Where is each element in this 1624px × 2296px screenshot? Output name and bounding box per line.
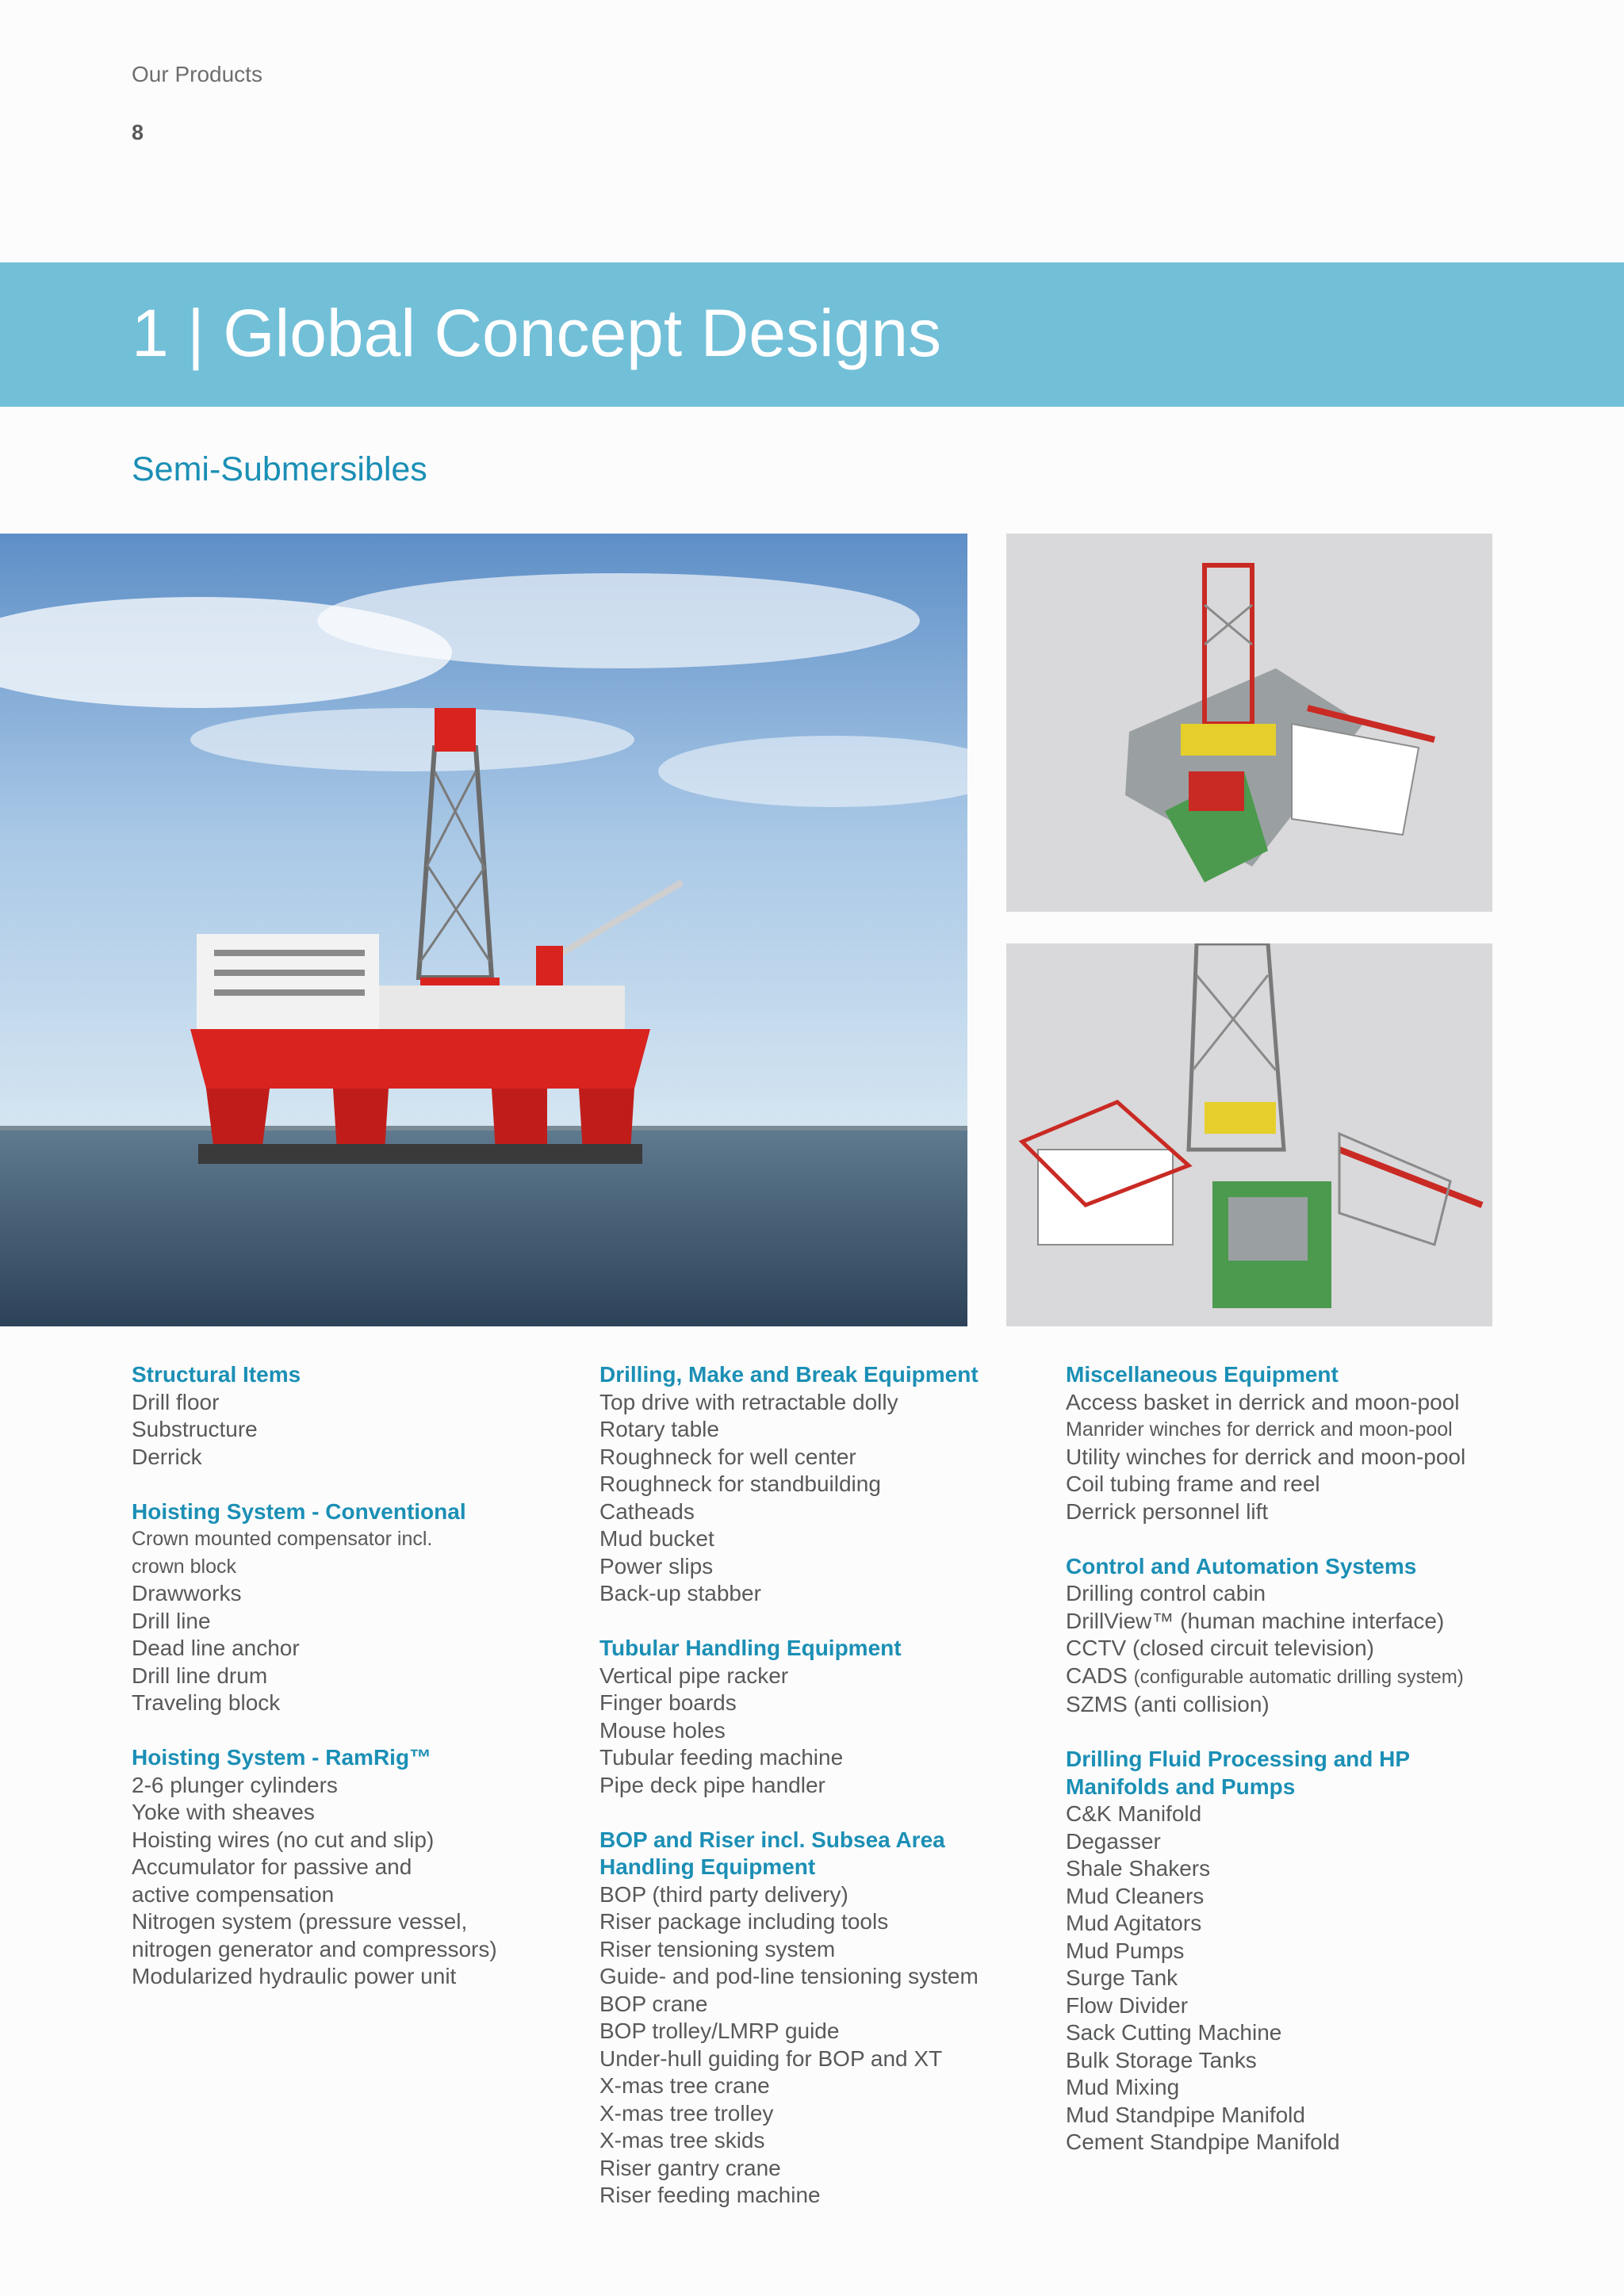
list-item: Drill line	[132, 1608, 211, 1633]
group-title: Manifolds and Pumps	[1066, 1774, 1296, 1799]
list-item: Surge Tank	[1066, 1965, 1178, 1990]
list-item: Bulk Storage Tanks	[1066, 2047, 1257, 2072]
equipment-column-2	[599, 1361, 1067, 2237]
list-item: Under-hull guiding for BOP and XT	[599, 2045, 943, 2071]
list-item: Back-up stabber	[599, 1581, 761, 1605]
drill-floor-render-top	[1006, 534, 1492, 912]
group-title: Drilling Fluid Processing and HP	[1066, 1747, 1411, 1771]
list-item: Degasser	[1066, 1828, 1161, 1854]
list-item: Guide- and pod-line tensioning system	[599, 1964, 979, 1988]
list-item: Drilling control cabin	[1066, 1581, 1266, 1605]
list-item: Drill line drum	[132, 1663, 268, 1688]
list-item: Derrick	[132, 1444, 202, 1469]
rig-photo	[0, 534, 967, 1326]
group-title: Control and Automation Systems	[1066, 1553, 1417, 1578]
list-item: Flow Divider	[1066, 1992, 1189, 2018]
list-item: Rotary table	[599, 1417, 719, 1441]
list-item: Sack Cutting Machine	[1066, 2020, 1282, 2045]
list-item: Hoisting wires (no cut and slip)	[132, 1827, 435, 1852]
equipment-group-hoisting-ramrig	[132, 1744, 599, 1991]
list-item: Riser feeding machine	[599, 2183, 821, 2207]
list-item: Dead line anchor	[132, 1636, 300, 1660]
list-item: Nitrogen system (pressure vessel,	[132, 1909, 468, 1934]
equipment-group-hoisting-conventional	[132, 1498, 599, 1717]
list-item: Finger boards	[599, 1690, 737, 1715]
list-item: Drawworks	[132, 1581, 242, 1605]
subheading: Semi-Submersibles	[132, 450, 427, 488]
drill-floor-render-bottom	[1006, 943, 1492, 1326]
list-item: Utility winches for derrick and moon-pool	[1066, 1444, 1466, 1469]
list-item: BOP trolley/LMRP guide	[599, 2019, 840, 2043]
list-item: Vertical pipe racker	[599, 1663, 789, 1688]
cads-label: CADS	[1066, 1663, 1128, 1688]
list-item: Mud Pumps	[1066, 1938, 1185, 1963]
list-item: X-mas tree trolley	[599, 2100, 774, 2126]
equipment-group-tubular	[599, 1635, 1067, 1799]
list-item	[1066, 1663, 1526, 1692]
page-number: 8	[132, 121, 144, 144]
list-item: Mud Cleaners	[1066, 1883, 1205, 1908]
group-title: Tubular Handling Equipment	[599, 1636, 902, 1660]
group-title: Hoisting System - RamRig™	[132, 1745, 432, 1770]
list-item: Modularized hydraulic power unit	[132, 1964, 457, 1988]
equipment-group-bop-riser	[599, 1827, 1067, 2210]
list-item: active compensation	[132, 1881, 335, 1907]
equipment-group-drilling-fluid	[1066, 1746, 1526, 2156]
list-item: Catheads	[599, 1498, 695, 1524]
page-title: 1 | Global Concept Designs	[132, 296, 942, 370]
list-item: Mouse holes	[599, 1717, 726, 1743]
group-title: BOP and Riser incl. Subsea Area	[599, 1827, 945, 1852]
equipment-group-structural	[132, 1361, 599, 1471]
list-item: Tubular feeding machine	[599, 1745, 844, 1770]
list-item: Mud bucket	[599, 1526, 714, 1551]
group-title: Structural Items	[132, 1362, 301, 1387]
list-item: Pipe deck pipe handler	[599, 1772, 825, 1797]
list-item: Access basket in derrick and moon-pool	[1066, 1389, 1460, 1414]
equipment-group-control-automation	[1066, 1553, 1526, 1719]
list-item: Riser gantry crane	[599, 2155, 781, 2180]
list-item: Coil tubing frame and reel	[1066, 1471, 1320, 1496]
list-item: Top drive with retractable dolly	[599, 1389, 898, 1414]
list-item: Shale Shakers	[1066, 1856, 1211, 1881]
list-item: SZMS (anti collision)	[1066, 1692, 1270, 1716]
list-item: Mud Standpipe Manifold	[1066, 2102, 1305, 2127]
list-item: 2-6 plunger cylinders	[132, 1772, 338, 1797]
list-item: Power slips	[599, 1553, 714, 1578]
list-item: BOP (third party delivery)	[599, 1881, 848, 1907]
equipment-group-drilling	[599, 1361, 1067, 1608]
list-item: Riser package including tools	[599, 1909, 889, 1934]
list-item: Roughneck for standbuilding	[599, 1471, 881, 1496]
group-title: Drilling, Make and Break Equipment	[599, 1362, 979, 1387]
list-item: crown block	[132, 1555, 236, 1578]
list-item: Mud Mixing	[1066, 2075, 1180, 2099]
group-title: Handling Equipment	[599, 1854, 816, 1879]
list-item: nitrogen generator and compressors)	[132, 1936, 497, 1961]
list-item: X-mas tree crane	[599, 2073, 770, 2098]
list-item: Traveling block	[132, 1690, 281, 1715]
group-title: Hoisting System - Conventional	[132, 1498, 466, 1524]
section-label: Our Products	[132, 62, 262, 86]
cads-description: (configurable automatic drilling system)	[1133, 1666, 1464, 1688]
list-item: Drill floor	[132, 1389, 220, 1414]
list-item: Cement Standpipe Manifold	[1066, 2130, 1340, 2154]
equipment-column-1	[132, 1361, 599, 2018]
list-item: BOP crane	[599, 1991, 708, 2016]
group-title: Miscellaneous Equipment	[1066, 1362, 1339, 1387]
list-item: Accumulator for passive and	[132, 1854, 412, 1879]
list-item: Riser tensioning system	[599, 1936, 836, 1961]
list-item: Manrider winches for derrick and moon-pool	[1066, 1418, 1453, 1441]
list-item: Roughneck for well center	[599, 1444, 856, 1469]
list-item: C&K Manifold	[1066, 1801, 1202, 1826]
equipment-column-3	[1066, 1361, 1526, 2183]
list-item: DrillView™ (human machine interface)	[1066, 1608, 1445, 1633]
list-item: Crown mounted compensator incl.	[132, 1528, 433, 1550]
list-item: Yoke with sheaves	[132, 1800, 315, 1824]
list-item: Substructure	[132, 1417, 258, 1441]
list-item: Derrick personnel lift	[1066, 1498, 1269, 1524]
equipment-group-miscellaneous	[1066, 1361, 1526, 1525]
list-item: Mud Agitators	[1066, 1911, 1202, 1935]
list-item: X-mas tree skids	[599, 2128, 765, 2152]
list-item: CCTV (closed circuit television)	[1066, 1636, 1374, 1660]
